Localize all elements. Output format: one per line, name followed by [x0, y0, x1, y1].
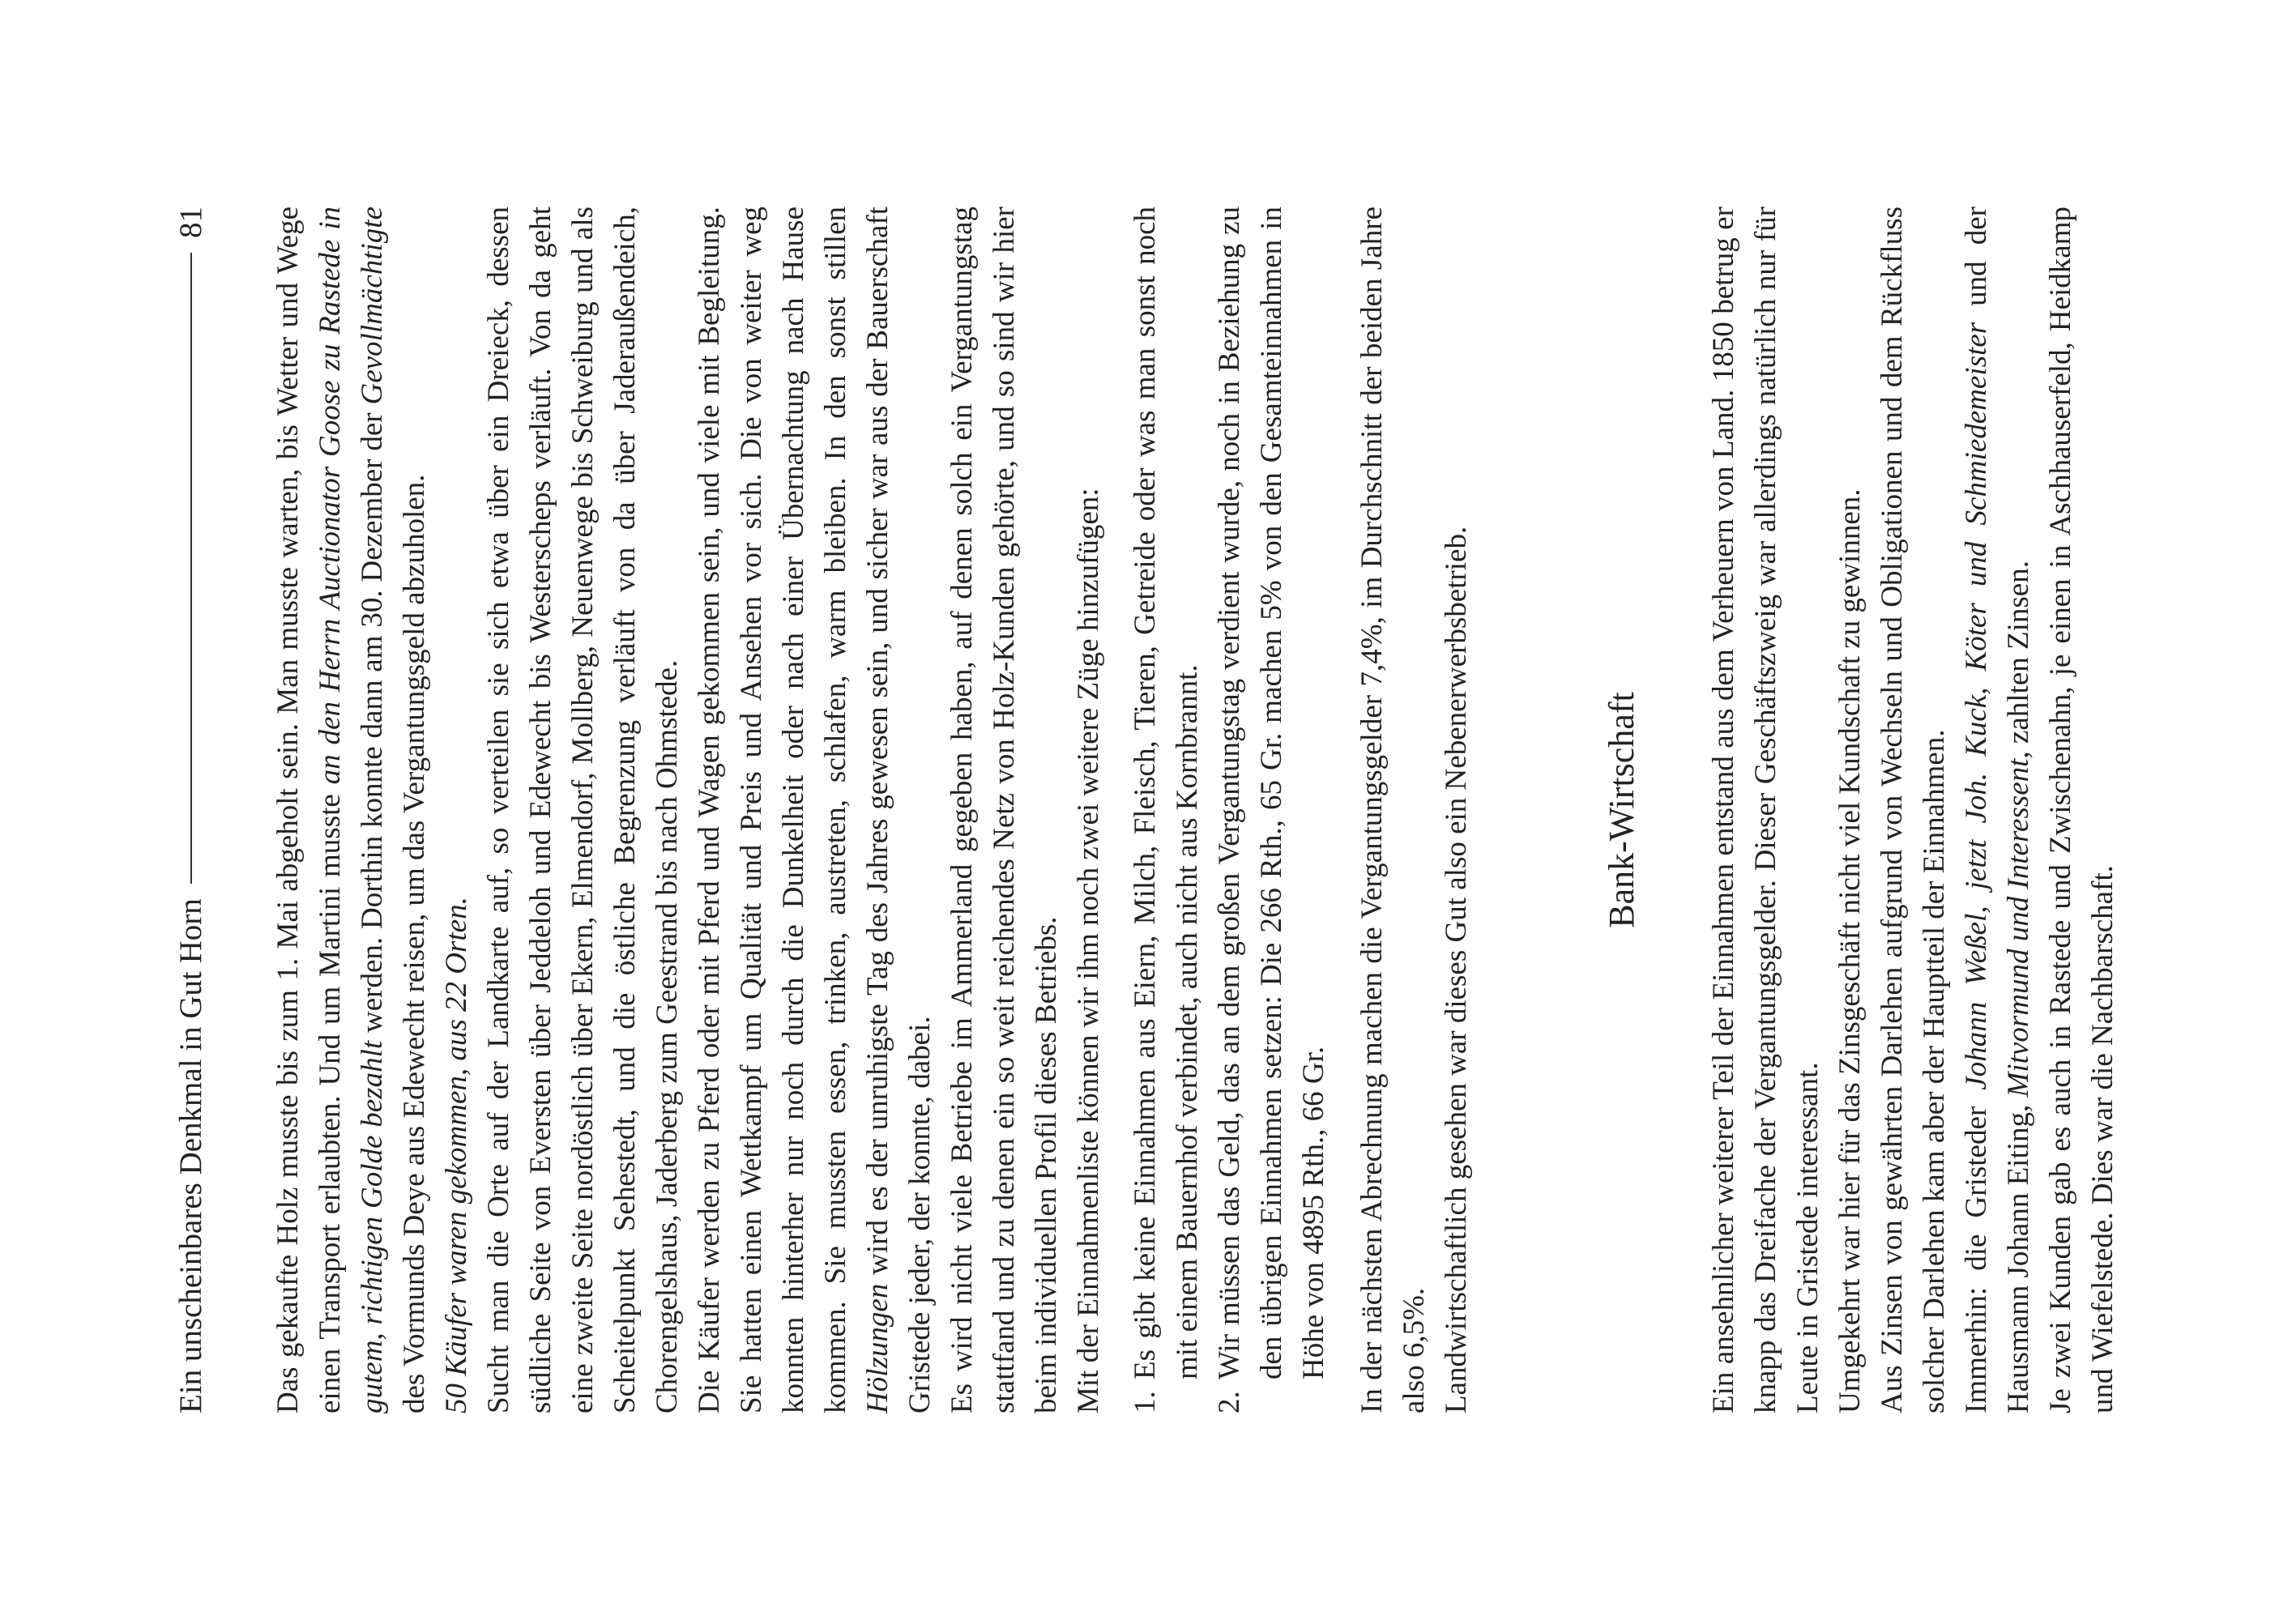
page-number: 81 [173, 207, 208, 238]
text-run: wird es der unruhigste Tag des Jahres gewesen sein, und sicher war aus der Bauerschaft Gristede jeder, der konnte, dabei. [861, 207, 937, 1413]
paragraph-verheuern: Ein ansehnlicher weiterer Teil der Einnahmen entstand aus dem Verheuern von Land. 1850 betrug er knapp das Dreifache der Vergantungsgelder. Dieser Geschäftszweig war allerdings natürlich nur für Leute in Gristede interessant. [1707, 207, 1824, 1413]
list-text: Wir müssen das Geld, das an dem großen Vergantungstag verdient wurde, noch in Beziehung zu den übrigen Einnahmen setzen: Die 266 Rth., 65 Gr. machen 5% von den Gesamteinnahmen in Höhe von 4895 Rth., 66 Gr. [1213, 207, 1330, 1379]
text-run: Das gekaufte Holz musste bis zum 1. Mai abgeholt sein. Man musste warten, bis Wetter und Wege einen Transport erlaubten. Und um Martini musste [271, 207, 347, 1413]
list-number: 1. [1129, 1391, 1162, 1413]
paragraph-betriebe: Es wird nicht viele Betriebe im Ammerland gegeben haben, auf denen solch ein Vergantungstag stattfand und zu denen ein so weit reichendes Netz von Holz-Kunden gehörte, und so sind wir hier beim individuellen Profil dieses Betriebs. [945, 207, 1063, 1413]
paragraph-nebenerwerb: Landwirtschaftlich gesehen war dieses Gut also ein Nebenerwerbsbetrieb. [1440, 526, 1473, 1413]
running-header [170, 207, 212, 1413]
text-run: , zahlten Zinsen. [2002, 561, 2035, 759]
italic-quote: an den Herrn Auctionator Goose zu Rastede in gutem, richtigen Golde bezahlt [314, 207, 389, 1413]
numbered-list [1125, 207, 1335, 1413]
list-text: Es gibt keine Einnahmen aus Eiern, Milch, Fleisch, Tieren, Getreide oder was man sonst noch mit einem Bauernhof verbindet, auch nicht aus Kornbrannt. [1129, 207, 1204, 1379]
list-item [1125, 207, 1209, 1413]
italic-quote: Gevollmächtigte [356, 207, 389, 405]
paragraph-kaeufer-anreise [689, 207, 941, 1413]
italic-quote: Hölzungen [861, 1283, 894, 1413]
list-number: 2. [1213, 1391, 1246, 1413]
text-run: Die Käufer werden zu Pferd oder mit Pferd und Wagen gekommen sein, und viele mit Begleitung. Sie hatten einen Wettkampf um Qualität und Preis und Ansehen vor sich. Die von weiter weg konnten hinterher nur noch durch die Dunkelheit oder nach einer Übernachtung nach Hause kommen. Sie mussten essen, trinken, austreten, schlafen, warm bleiben. In den sonst stillen [693, 207, 852, 1413]
book-page [170, 207, 2119, 1413]
text-run: und der Hausmann Johann Eiting, [1960, 207, 2035, 1413]
paragraph-holz-abholung [267, 207, 436, 1413]
text-run: werden. Dorthin konnte dann am 30. Dezember der [356, 404, 389, 1041]
header-rule [190, 253, 192, 884]
italic-quote: Mitvormund und Interessent [2002, 758, 2035, 1098]
paragraph-nachbarschaft: Je zwei Kunden gab es auch in Rastede und Zwischenahn, je einen in Aschhauserfeld, Heidkamp und Wiefelstede. Dies war die Nachbarschaft. [2044, 207, 2119, 1413]
italic-quote: Johann Weßel, jetzt Joh. Kuck, Köter und Schmiedemeister [1960, 322, 1993, 1090]
running-title: Ein unscheinbares Denkmal in Gut Horn [173, 898, 208, 1413]
paragraph-kaeufer-count: 50 Käufer waren gekommen, aus 22 Orten. [440, 897, 473, 1413]
section-heading: Bank-Wirtschaft [1602, 692, 1641, 928]
paragraph-abrechnung: In der nächsten Abrechnung machen die Vergantungsgelder 7,4%, im Durchschnitt der beiden Jahre also 6,5%. [1355, 207, 1431, 1413]
text-run: Immerhin: die Gristeder [1960, 1089, 1993, 1413]
text-run: des Vormunds Deye aus Edewecht reisen, um das Vergantungsgeld abzuholen. [398, 474, 431, 1413]
paragraph-gristeder [1956, 207, 2040, 1413]
paragraph-zinsgeschaeft: Umgekehrt war hier für das Zinsgeschäft nicht viel Kundschaft zu gewinnen. [1833, 488, 1867, 1413]
paragraph-darlehen: Aus Zinsen von gewährten Darlehen aufgrund von Wechseln und Obligationen und dem Rückfluss solcher Darlehen kam aber der Hauptteil der Einnahmen. [1876, 207, 1951, 1413]
list-item [1209, 207, 1335, 1413]
paragraph-landkarte: Sucht man die Orte auf der Landkarte auf, so verteilen sie sich etwa über ein Dreieck, dessen südliche Seite von Eversten über Jeddeloh und Edewecht bis Westerscheps verläuft. Von da geht eine zweite Seite nordöstlich über Ekern, Elmendorf, Mollberg, Neuenwege bis Schweiburg und als Scheitelpunkt Sehestedt, und die östliche Begrenzung verläuft von da über Jaderaußendeich, Chorengelshaus, Jaderberg zum Geestrand bis nach Ohmstede. [482, 207, 684, 1413]
paragraph-einnahmenliste: Mit der Einnahmenliste können wir ihm noch zwei weitere Züge hinzufügen: [1072, 488, 1105, 1413]
